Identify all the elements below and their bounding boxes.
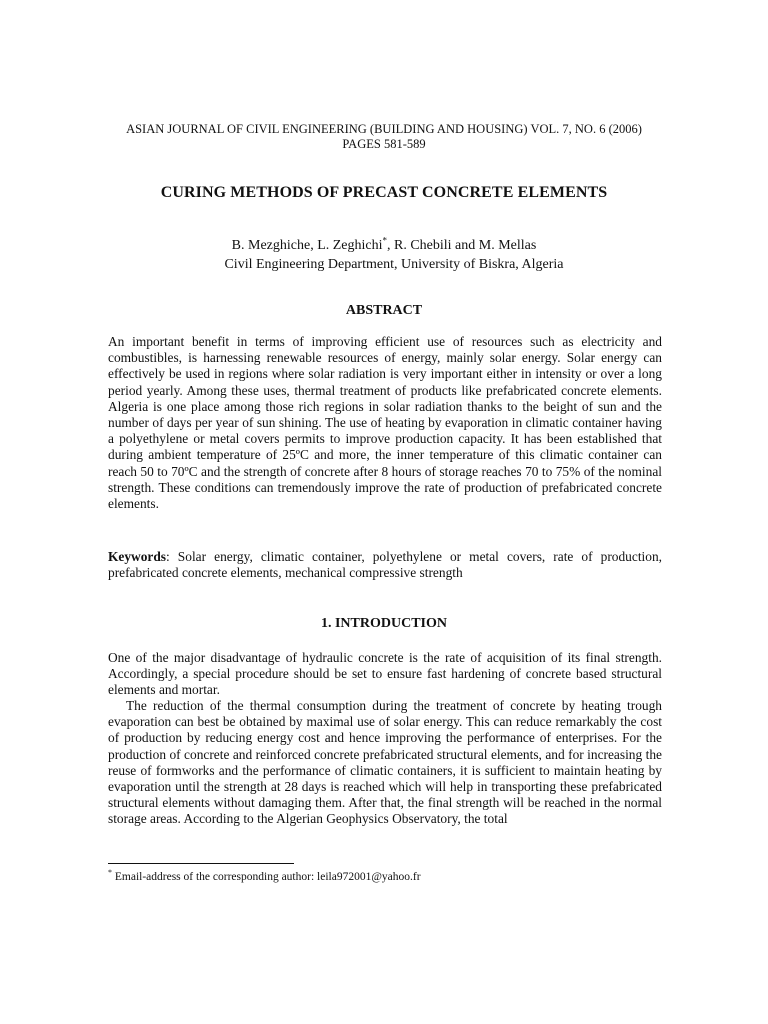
keywords-label: Keywords <box>108 549 167 564</box>
footnote-mark: * <box>108 868 112 878</box>
abstract-heading: ABSTRACT <box>345 303 423 318</box>
corresponding-author-mark: * <box>382 235 387 246</box>
author-block <box>0 236 768 274</box>
paper-title: CURING METHODS OF PRECAST CONCRETE ELEMENTS <box>160 184 608 201</box>
keywords-text: : Solar energy, climatic container, polyethylene or metal covers, rate of production, prefabricated concrete elements, mechanical compressive strength <box>108 549 662 581</box>
abstract-text: An important benefit in terms of improving efficient use of resources such as electricity and combustibles, is harnessing renewable resources of energy, mainly solar energy. Solar energy can effectively be used in regions where solar radiation is very important either in intensity or over a long period yearly. Among these uses, thermal treatment of products like prefabricated concrete elements. Algeria is one place among those rich regions in solar radiation thanks to the beight of sun and the number of days per year of sun shining. The use of heating by evaporation in climatic container having a polyethylene or metal covers permits to improve production capacity. It has been established that during ambient temperature of 25ºC and more, the inner temperature of this climatic container can reach 50 to 70ºC and the strength of concrete after 8 hours of storage reaches 70 to 75% of the nominal strength. These conditions can tremendously improve the rate of production of prefabricated concrete elements. <box>108 334 662 512</box>
footnote <box>108 870 662 884</box>
author-list <box>0 236 768 255</box>
affiliation: Civil Engineering Department, University of Biskra, Algeria <box>224 257 564 272</box>
footnote-text: Email-address of the corresponding author: leila972001@yahoo.fr <box>114 871 421 883</box>
journal-pages: PAGES 581-589 <box>342 137 426 151</box>
footnote-divider <box>108 863 294 864</box>
journal-header <box>0 122 768 152</box>
introduction-paragraph-2: The reduction of the thermal consumption during the treatment of concrete by heating trough evaporation can best be obtained by maximal use of solar energy. This can reduce remarkably the cost of production by reducing energy cost and hence improving the performance of enterprises. For the production of concrete and reinforced concrete prefabricated structural elements, and for increasing the reuse of formworks and the performance of climatic containers, it is sufficient to maintain heating by evaporation until the strength at 28 days is reached which will help in transporting these prefabricated structural elements without damaging them. After that, the final strength will be reached in the normal storage areas. According to the Algerian Geophysics Observatory, the total <box>108 698 662 827</box>
authors-before-mark: B. Mezghiche, L. Zeghichi <box>231 238 383 253</box>
authors-after-mark: , R. Chebili and M. Mellas <box>387 238 537 253</box>
introduction-paragraph-1: One of the major disadvantage of hydraulic concrete is the rate of acquisition of its final strength. Accordingly, a special procedure should be set to ensure fast hardening of concrete based structural elements and mortar. <box>108 650 662 698</box>
journal-citation: ASIAN JOURNAL OF CIVIL ENGINEERING (BUILDING AND HOUSING) VOL. 7, NO. 6 (2006) <box>126 122 642 136</box>
introduction-heading: 1. INTRODUCTION <box>320 616 447 631</box>
keywords-paragraph <box>108 549 662 581</box>
